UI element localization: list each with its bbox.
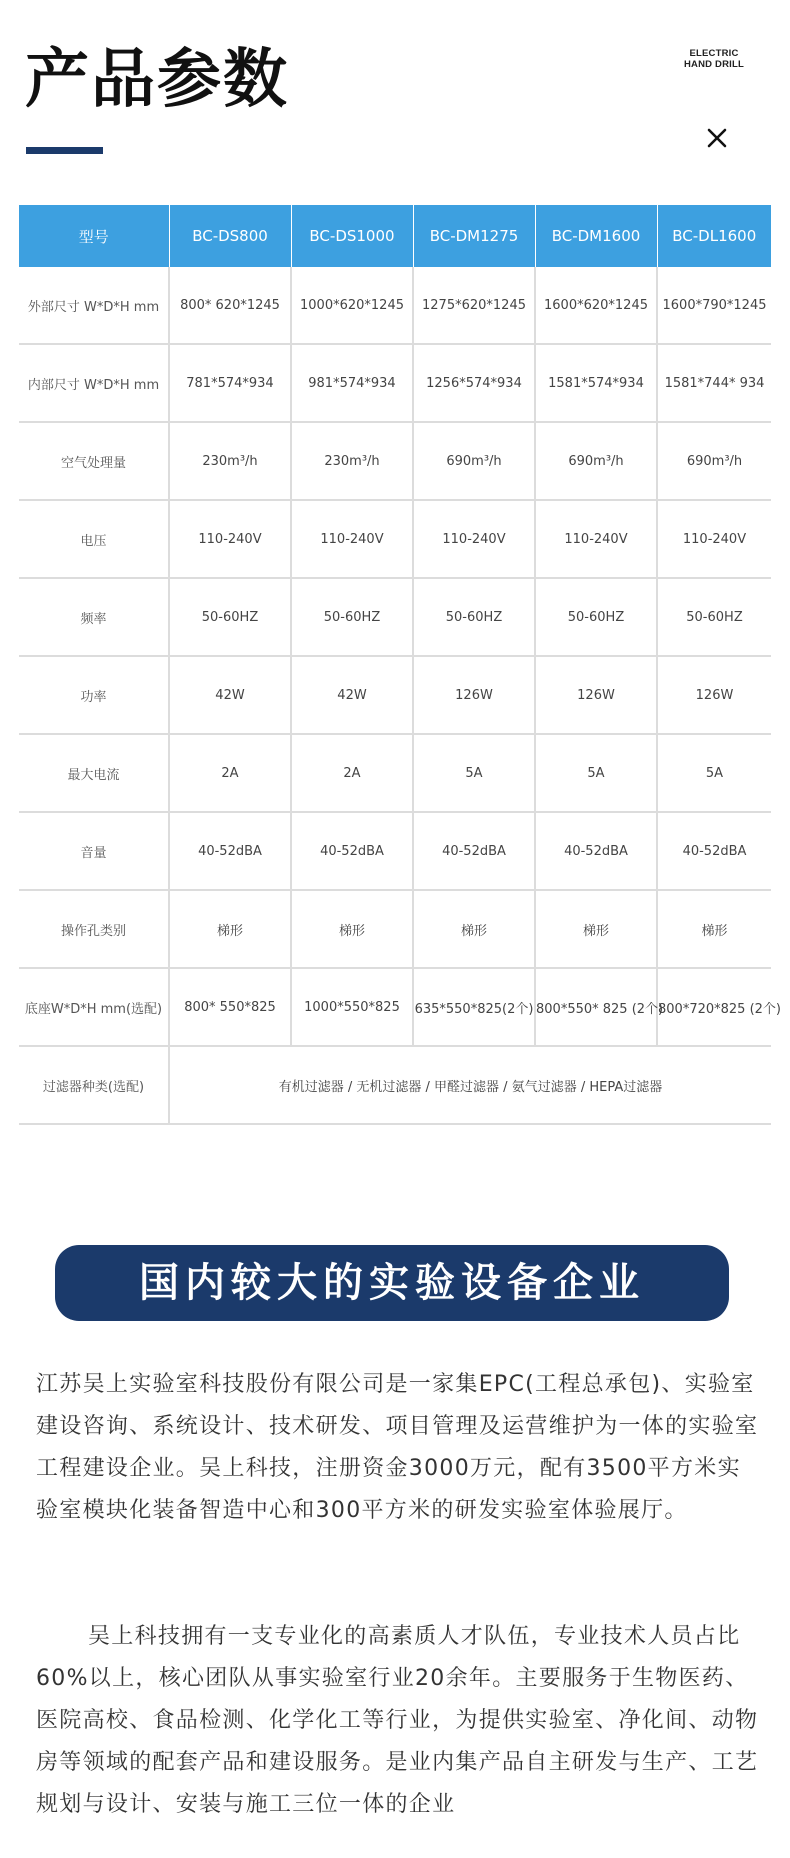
table-cell: 800*720*825 (2个) [657, 968, 771, 1046]
table-cell: 42W [291, 656, 413, 734]
table-cell: 635*550*825(2个) [413, 968, 535, 1046]
table-row [19, 890, 771, 968]
table-cell: 110-240V [169, 500, 291, 578]
row-label: 内部尺寸 W*D*H mm [19, 344, 169, 422]
row-label: 过滤器种类(选配) [19, 1046, 169, 1124]
spec-table-body [19, 267, 781, 1124]
column-header-model: BC-DS1000 [291, 205, 413, 267]
row-label: 电压 [19, 500, 169, 578]
column-header-model: BC-DS800 [169, 205, 291, 267]
table-row [19, 267, 771, 344]
table-cell: 1000*620*1245 [291, 267, 413, 344]
spec-table-header-row [19, 205, 771, 267]
table-cell: 800* 550*825 [169, 968, 291, 1046]
table-cell: 梯形 [169, 890, 291, 968]
filter-types-cell: 有机过滤器 / 无机过滤器 / 甲醛过滤器 / 氨气过滤器 / HEPA过滤器 [169, 1046, 771, 1124]
table-cell: 40-52dBA [657, 812, 771, 890]
table-row [19, 578, 771, 656]
table-cell: 50-60HZ [291, 578, 413, 656]
column-header-model: BC-DM1275 [413, 205, 535, 267]
row-label: 频率 [19, 578, 169, 656]
table-row [19, 656, 771, 734]
table-cell: 800*550* 825 (2个) [535, 968, 657, 1046]
table-cell: 1000*550*825 [291, 968, 413, 1046]
table-row [19, 734, 771, 812]
row-label: 空气处理量 [19, 422, 169, 500]
table-cell: 230m³/h [169, 422, 291, 500]
table-cell: 1581*744* 934 [657, 344, 771, 422]
table-cell: 40-52dBA [291, 812, 413, 890]
row-label: 最大电流 [19, 734, 169, 812]
table-cell: 40-52dBA [535, 812, 657, 890]
row-label: 功率 [19, 656, 169, 734]
brand-tag [674, 48, 754, 70]
table-row [19, 422, 771, 500]
row-label: 外部尺寸 W*D*H mm [19, 267, 169, 344]
table-cell: 40-52dBA [169, 812, 291, 890]
banner-heading: 国内较大的实验设备企业 [55, 1245, 729, 1321]
table-cell: 梯形 [413, 890, 535, 968]
table-cell: 50-60HZ [657, 578, 771, 656]
table-cell: 1256*574*934 [413, 344, 535, 422]
table-cell: 781*574*934 [169, 344, 291, 422]
row-label: 底座W*D*H mm(选配) [19, 968, 169, 1046]
brand-tag-line-2: HAND DRILL [683, 59, 745, 70]
title-underline [26, 147, 103, 154]
table-cell: 690m³/h [657, 422, 771, 500]
row-label: 音量 [19, 812, 169, 890]
table-cell: 50-60HZ [535, 578, 657, 656]
table-cell: 2A [291, 734, 413, 812]
table-cell: 梯形 [657, 890, 771, 968]
table-cell: 126W [535, 656, 657, 734]
table-row [19, 968, 771, 1046]
table-cell: 50-60HZ [413, 578, 535, 656]
table-cell: 梯形 [291, 890, 413, 968]
table-cell: 1600*790*1245 [657, 267, 771, 344]
table-cell: 5A [535, 734, 657, 812]
table-cell: 690m³/h [413, 422, 535, 500]
table-cell: 42W [169, 656, 291, 734]
table-cell: 981*574*934 [291, 344, 413, 422]
table-cell: 110-240V [413, 500, 535, 578]
table-cell: 1275*620*1245 [413, 267, 535, 344]
table-cell: 5A [413, 734, 535, 812]
table-cell: 2A [169, 734, 291, 812]
page-title: 产品参数 [25, 43, 289, 117]
table-row [19, 812, 771, 890]
close-icon[interactable] [704, 125, 730, 151]
filter-row [19, 1046, 771, 1124]
table-cell: 110-240V [657, 500, 771, 578]
spec-table [19, 205, 781, 1125]
brand-tag-line-1: ELECTRIC [689, 48, 739, 59]
column-header-model: BC-DL1600 [657, 205, 771, 267]
table-cell: 126W [657, 656, 771, 734]
table-cell: 230m³/h [291, 422, 413, 500]
table-cell: 1581*574*934 [535, 344, 657, 422]
table-row [19, 500, 771, 578]
table-cell: 梯形 [535, 890, 657, 968]
intro-paragraph-2: 吴上科技拥有一支专业化的高素质人才队伍，专业技术人员占比60%以上，核心团队从事实验室行业20余年。主要服务于生物医药、医院高校、食品检测、化学化工等行业，为提供实验室、净化间、动物房等领域的配套产品和建设服务。是业内集产品自主研发与生产、工艺规划与设计、安装与施工三位一体的企业 [36, 1624, 759, 1817]
table-cell: 800* 620*1245 [169, 267, 291, 344]
table-cell: 1600*620*1245 [535, 267, 657, 344]
column-header-label: 型号 [19, 205, 169, 267]
row-label: 操作孔类别 [19, 890, 169, 968]
table-cell: 50-60HZ [169, 578, 291, 656]
table-cell: 690m³/h [535, 422, 657, 500]
table-cell: 110-240V [291, 500, 413, 578]
intro-paragraph-1: 江苏吴上实验室科技股份有限公司是一家集EPC(工程总承包)、实验室建设咨询、系统设计、技术研发、项目管理及运营维护为一体的实验室工程建设企业。吴上科技，注册资金3000万元，配有3500平方米实验室模块化装备智造中心和300平方米的研发实验室体验展厅。 [36, 1372, 759, 1523]
column-header-model: BC-DM1600 [535, 205, 657, 267]
table-cell: 126W [413, 656, 535, 734]
table-row [19, 344, 771, 422]
table-cell: 110-240V [535, 500, 657, 578]
table-cell: 40-52dBA [413, 812, 535, 890]
table-cell: 5A [657, 734, 771, 812]
